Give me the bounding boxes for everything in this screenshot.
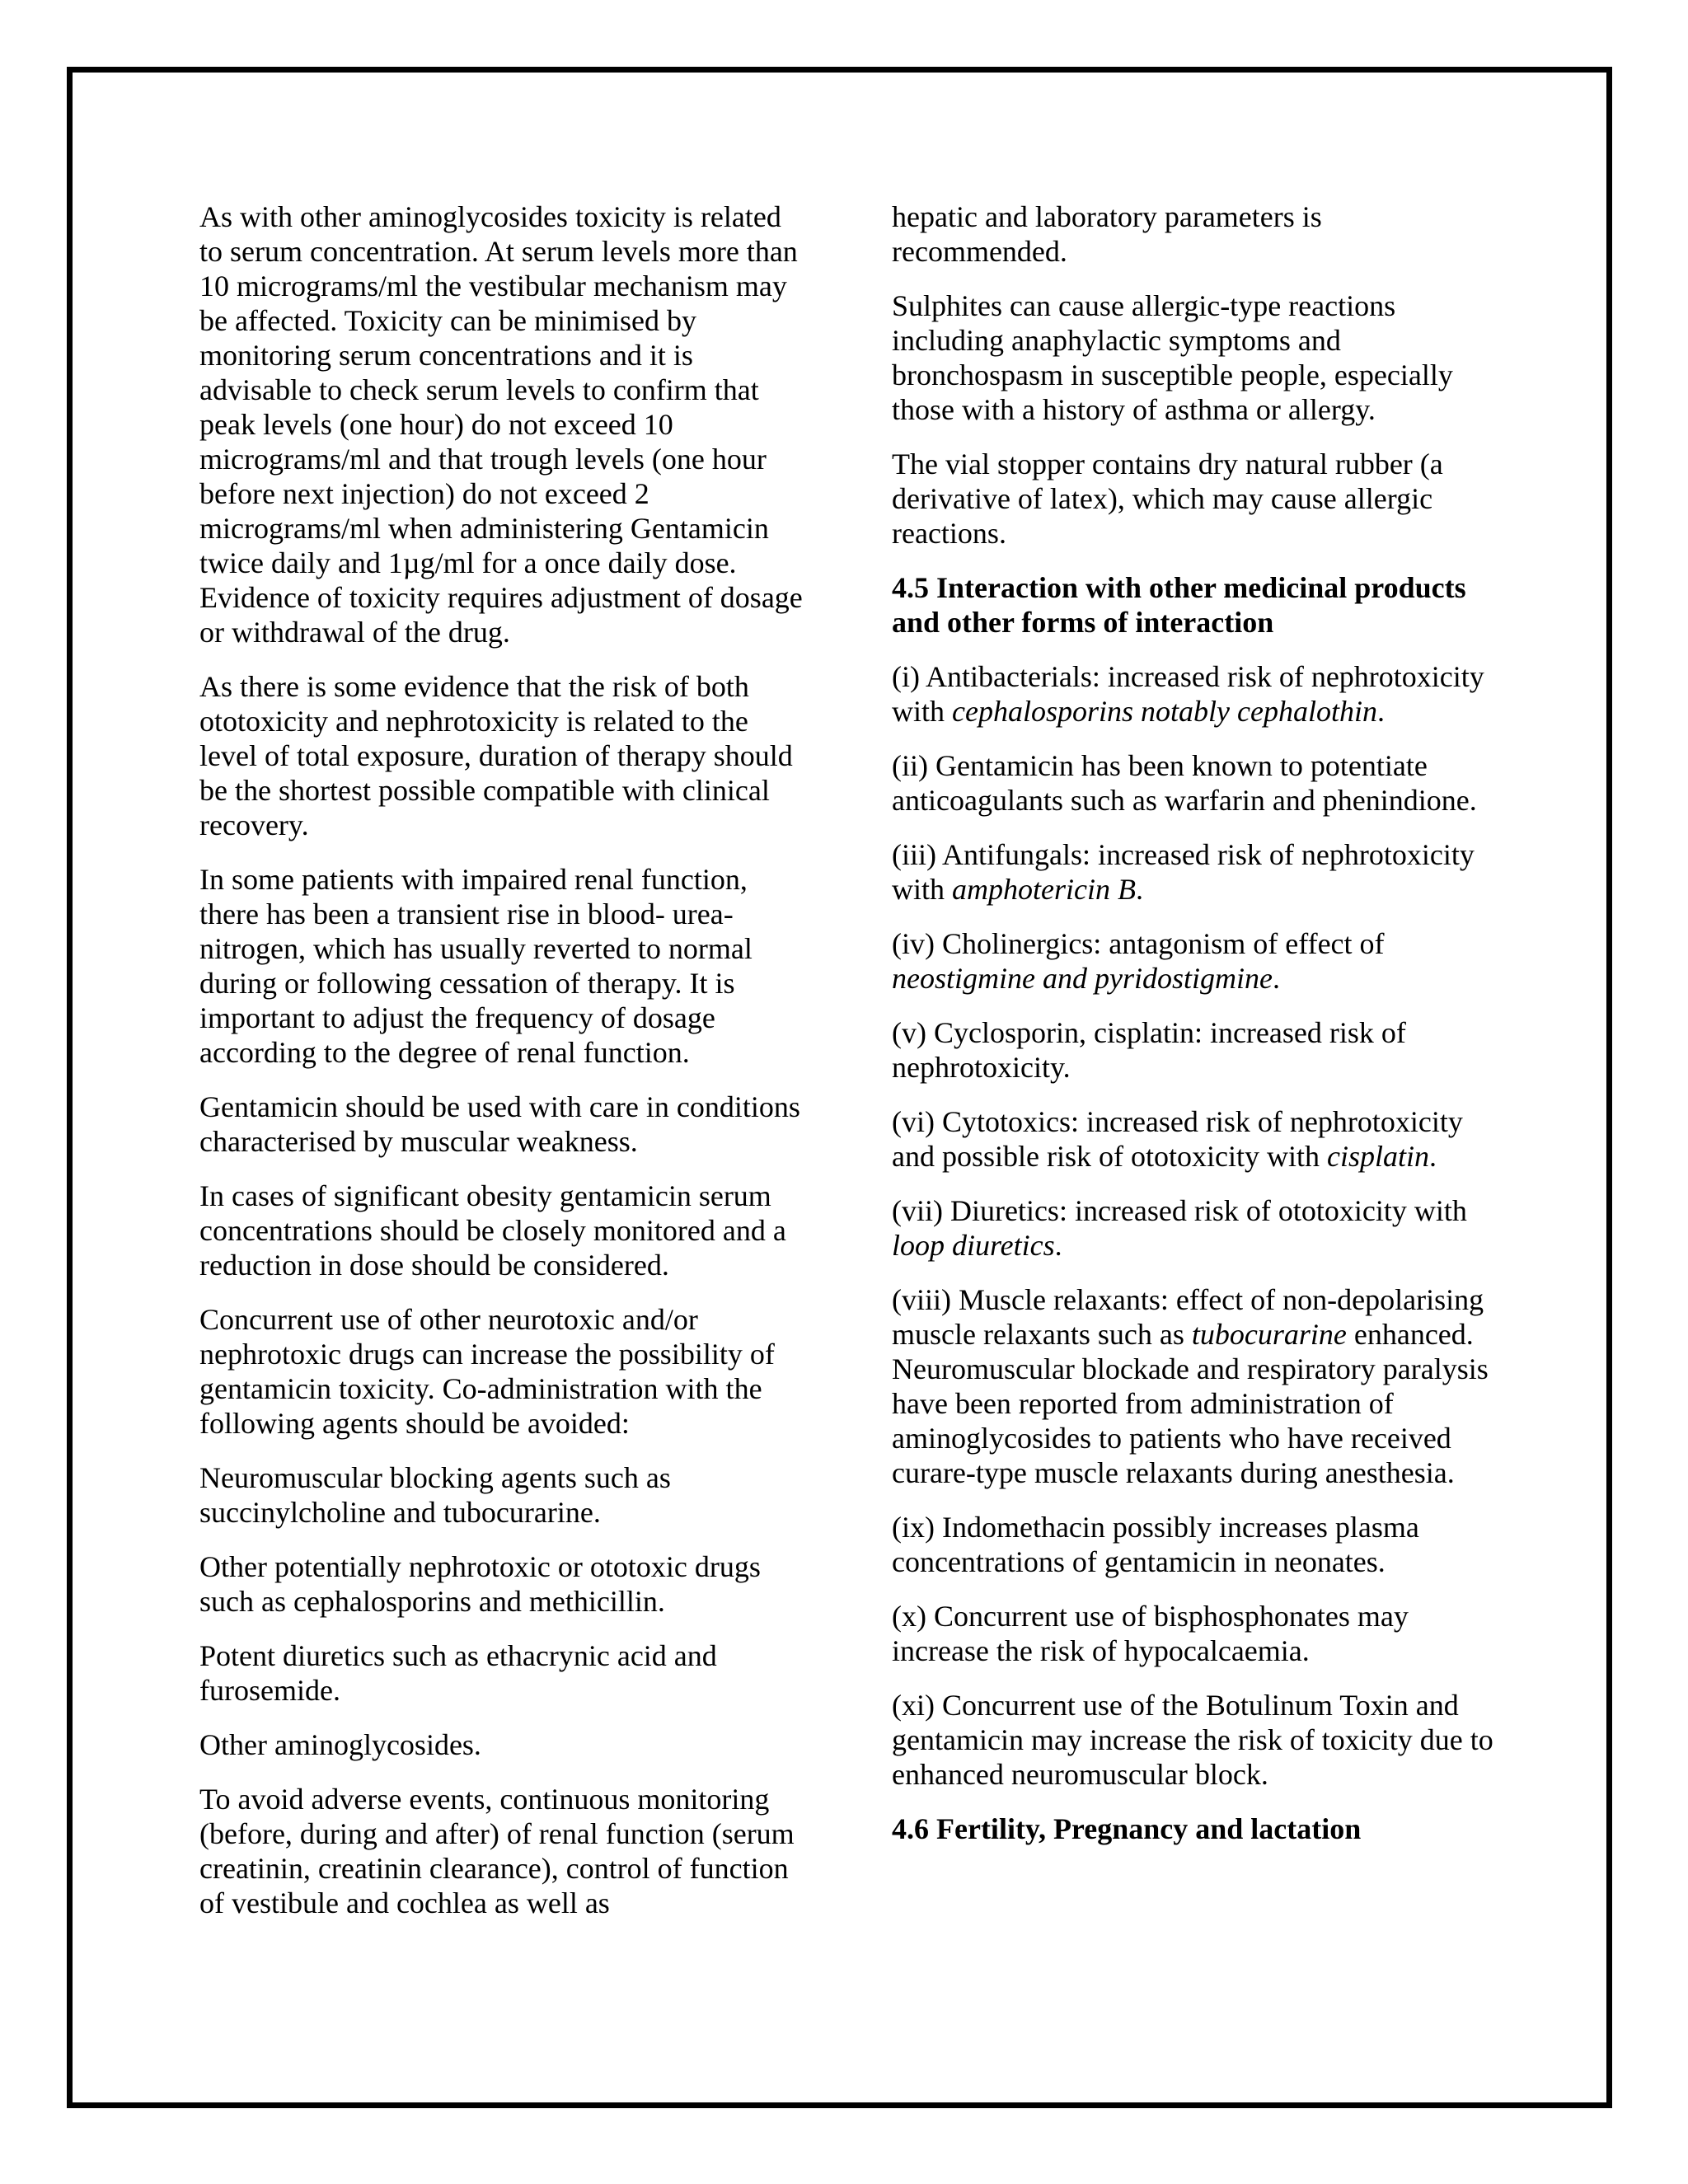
item-end: enhanced. Neuromuscular blockade and respiratory paralysis have been reported from administration of aminoglycosides to patients who have received curare-type muscle relaxants during anesthesia. [892,1318,1489,1489]
item-text: (viii) Muscle relaxants: effect of non-depolarising muscle relaxants such as [892,1283,1484,1351]
paragraph-sulphites: Sulphites can cause allergic-type reactions including anaphylactic symptoms and bronchospasm in susceptible people, especially those with a history of asthma or allergy. [892,289,1453,426]
left-column [199,199,809,1940]
item-end: . [1054,1229,1062,1262]
paragraph-vial-stopper: The vial stopper contains dry natural rubber (a derivative of latex), which may cause allergic reactions. [892,448,1443,550]
item-text: (iii) Antifungals: increased risk of nephrotoxicity with [892,838,1475,906]
item-end: . [1376,695,1385,728]
interaction-item-i [892,659,1502,729]
interaction-item-x: (x) Concurrent use of bisphosphonates may increase the risk of hypocalcaemia. [892,1600,1409,1667]
item-emphasis: amphotericin B [952,873,1136,906]
paragraph-obesity: In cases of significant obesity gentamicin serum concentrations should be closely monitored and a reduction in dose should be considered. [199,1179,786,1282]
paragraph-renal-function: In some patients with impaired renal function, there has been a transient rise in blood- urea-nitrogen, which has usually reverted to normal during or following cessation of therapy. It is important to adjust the frequency of dosage according to the degree of renal function. [199,863,753,1069]
interaction-item-iii [892,837,1502,907]
section-heading-4-5: 4.5 Interaction with other medicinal products and other forms of interaction [892,571,1466,639]
paragraph-neuromuscular-agents: Neuromuscular blocking agents such as succinylcholine and tubocurarine. [199,1461,671,1529]
item-text: (iv) Cholinergics: antagonism of effect of [892,927,1385,960]
paragraph-hepatic-parameters: hepatic and laboratory parameters is recommended. [892,200,1322,268]
paragraph-nephrotoxic-drugs: Other potentially nephrotoxic or ototoxic drugs such as cephalosporins and methicillin. [199,1550,761,1618]
item-end: . [1135,873,1143,906]
item-emphasis: loop diuretics [892,1229,1055,1262]
paragraph-toxicity-serum: As with other aminoglycosides toxicity is related to serum concentration. At serum levels more than 10 micrograms/ml the vestibular mechanism may be affected. Toxicity can be minimised by monitoring serum concentrations and it is advisable to check serum levels to confirm that peak levels (one hour) do not exceed 10 micrograms/ml and that trough levels (one hour before next injection) do not exceed 2 micrograms/ml when administering Gentamicin twice daily and 1µg/ml for a once daily dose. Evidence of toxicity requires adjustment of dosage or withdrawal of the drug. [199,200,803,649]
item-text: (vi) Cytotoxics: increased risk of nephrotoxicity and possible risk of ototoxicity with [892,1105,1463,1173]
interaction-item-viii [892,1282,1502,1490]
item-emphasis: tubocurarine [1191,1318,1347,1351]
item-emphasis: cisplatin [1326,1140,1429,1173]
interaction-item-vi [892,1104,1502,1174]
paragraph-other-aminoglycosides: Other aminoglycosides. [199,1728,481,1761]
paragraph-concurrent-use: Concurrent use of other neurotoxic and/or nephrotoxic drugs can increase the possibility of gentamicin toxicity. Co-administration with the following agents should be avoided: [199,1303,775,1440]
interaction-item-v: (v) Cyclosporin, cisplatin: increased risk of nephrotoxicity. [892,1016,1406,1084]
interaction-item-ix: (ix) Indomethacin possibly increases plasma concentrations of gentamicin in neonates. [892,1511,1419,1578]
interaction-item-xi: (xi) Concurrent use of the Botulinum Toxin and gentamicin may increase the risk of toxicity due to enhanced neuromuscular block. [892,1689,1493,1791]
item-text: (i) Antibacterials: increased risk of nephrotoxicity with [892,660,1484,728]
paragraph-muscular-weakness: Gentamicin should be used with care in conditions characterised by muscular weakness. [199,1090,800,1158]
item-end: . [1428,1140,1437,1173]
item-emphasis: cephalosporins notably cephalothin [952,695,1377,728]
paragraph-monitoring: To avoid adverse events, continuous monitoring (before, during and after) of renal function (serum creatinin, creatinin clearance), control of function of vestibule and cochlea as well as [199,1783,795,1919]
interaction-item-vii [892,1193,1502,1263]
section-heading-4-6: 4.6 Fertility, Pregnancy and lactation [892,1812,1362,1845]
right-column [892,199,1502,1866]
item-end: . [1272,962,1280,995]
item-emphasis: neostigmine and pyridostigmine [892,962,1273,995]
item-text: (vii) Diuretics: increased risk of ototoxicity with [892,1194,1467,1227]
interaction-item-iv [892,926,1502,996]
interaction-item-ii: (ii) Gentamicin has been known to potentiate anticoagulants such as warfarin and phenindione. [892,749,1477,817]
paragraph-potent-diuretics: Potent diuretics such as ethacrynic acid and furosemide. [199,1639,717,1707]
paragraph-exposure-duration: As there is some evidence that the risk of both ototoxicity and nephrotoxicity is related to the level of total exposure, duration of therapy should be the shortest possible compatible with clinical recovery. [199,670,793,841]
